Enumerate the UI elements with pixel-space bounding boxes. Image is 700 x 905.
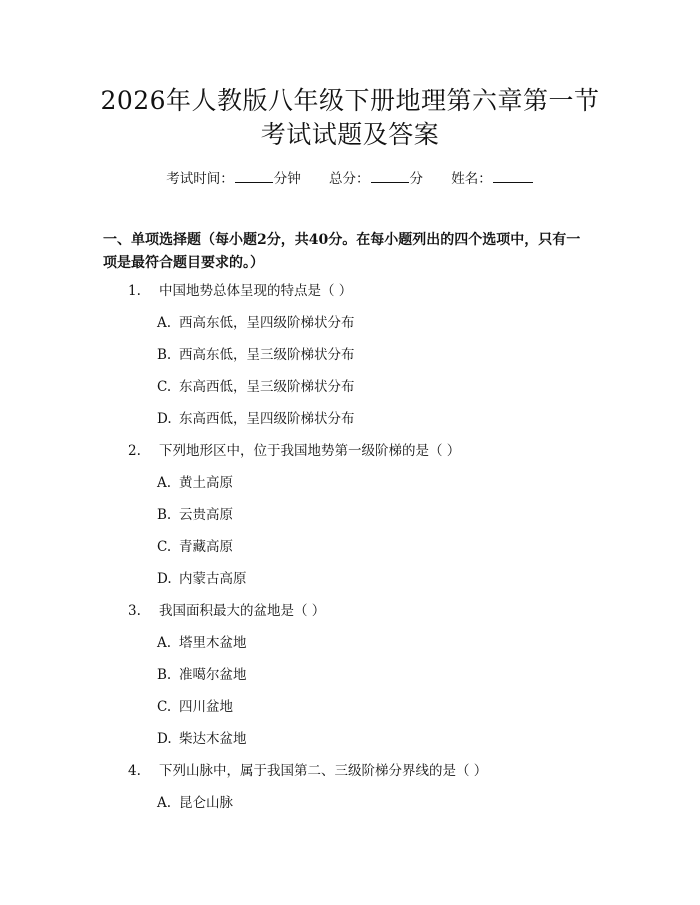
- question-text: 中国地势总体呈现的特点是（ ）: [159, 283, 353, 299]
- question-text: 我国面积最大的盆地是（ ）: [159, 603, 326, 619]
- question-1: [128, 281, 352, 301]
- time-field: [166, 168, 301, 189]
- option-letter: D.: [157, 411, 172, 427]
- option-text: 四川盆地: [179, 699, 233, 715]
- option-letter: A.: [157, 315, 172, 331]
- option-letter: B.: [157, 347, 172, 363]
- question-4: [128, 761, 487, 781]
- question-2-option-b[interactable]: [157, 505, 233, 525]
- question-3-option-a[interactable]: [157, 633, 247, 653]
- question-2-option-a[interactable]: [157, 473, 233, 493]
- question-number: 4.: [128, 763, 141, 779]
- name-blank[interactable]: [493, 168, 533, 183]
- option-text: 塔里木盆地: [179, 635, 247, 651]
- score-unit: 分: [409, 171, 423, 187]
- option-letter: D.: [157, 571, 172, 587]
- option-letter: D.: [157, 731, 172, 747]
- option-text: 西高东低，呈三级阶梯状分布: [179, 347, 355, 363]
- question-2-option-d[interactable]: [157, 569, 247, 589]
- time-label: 考试时间：: [166, 171, 234, 187]
- option-letter: A.: [157, 795, 172, 811]
- question-number: 3.: [128, 603, 141, 619]
- page-title-line1: 2026年人教版八年级下册地理第六章第一节: [100, 86, 600, 115]
- question-3: [128, 601, 325, 621]
- question-1-option-a[interactable]: [157, 313, 355, 333]
- option-text: 昆仑山脉: [179, 795, 233, 811]
- option-text: 东高西低，呈三级阶梯状分布: [179, 379, 355, 395]
- question-text: 下列山脉中，属于我国第二、三级阶梯分界线的是（ ）: [159, 763, 488, 779]
- option-text: 云贵高原: [179, 507, 233, 523]
- option-text: 东高西低，呈四级阶梯状分布: [179, 411, 355, 427]
- name-field: [451, 168, 534, 189]
- option-text: 内蒙古高原: [179, 571, 247, 587]
- question-3-option-d[interactable]: [157, 729, 247, 749]
- score-blank[interactable]: [371, 168, 409, 183]
- question-number: 2.: [128, 443, 141, 459]
- section-heading: 一、单项选择题（每小题2分，共40分。在每小题列出的四个选项中，只有一项是最符合题目要求的。）: [103, 232, 581, 271]
- score-label: 总分：: [329, 171, 370, 187]
- name-label: 姓名：: [451, 171, 492, 187]
- score-field: [329, 168, 423, 189]
- time-blank[interactable]: [235, 168, 273, 183]
- question-2-option-c[interactable]: [157, 537, 233, 557]
- question-number: 1.: [128, 283, 141, 299]
- option-letter: A.: [157, 635, 172, 651]
- question-1-option-b[interactable]: [157, 345, 355, 365]
- option-letter: C.: [157, 539, 172, 555]
- page-title-line2: 考试试题及答案: [260, 120, 440, 149]
- question-1-option-d[interactable]: [157, 409, 355, 429]
- option-text: 黄土高原: [179, 475, 233, 491]
- option-letter: B.: [157, 507, 172, 523]
- option-text: 准噶尔盆地: [179, 667, 247, 683]
- option-text: 西高东低，呈四级阶梯状分布: [179, 315, 355, 331]
- time-unit: 分钟: [273, 171, 301, 187]
- option-letter: A.: [157, 475, 172, 491]
- exam-meta: [0, 168, 700, 189]
- question-3-option-c[interactable]: [157, 697, 233, 717]
- question-1-option-c[interactable]: [157, 377, 355, 397]
- option-letter: B.: [157, 667, 172, 683]
- question-4-option-a[interactable]: [157, 793, 233, 813]
- option-letter: C.: [157, 699, 172, 715]
- question-3-option-b[interactable]: [157, 665, 247, 685]
- option-text: 青藏高原: [179, 539, 233, 555]
- option-letter: C.: [157, 379, 172, 395]
- question-text: 下列地形区中，位于我国地势第一级阶梯的是（ ）: [159, 443, 461, 459]
- question-2: [128, 441, 460, 461]
- option-text: 柴达木盆地: [179, 731, 247, 747]
